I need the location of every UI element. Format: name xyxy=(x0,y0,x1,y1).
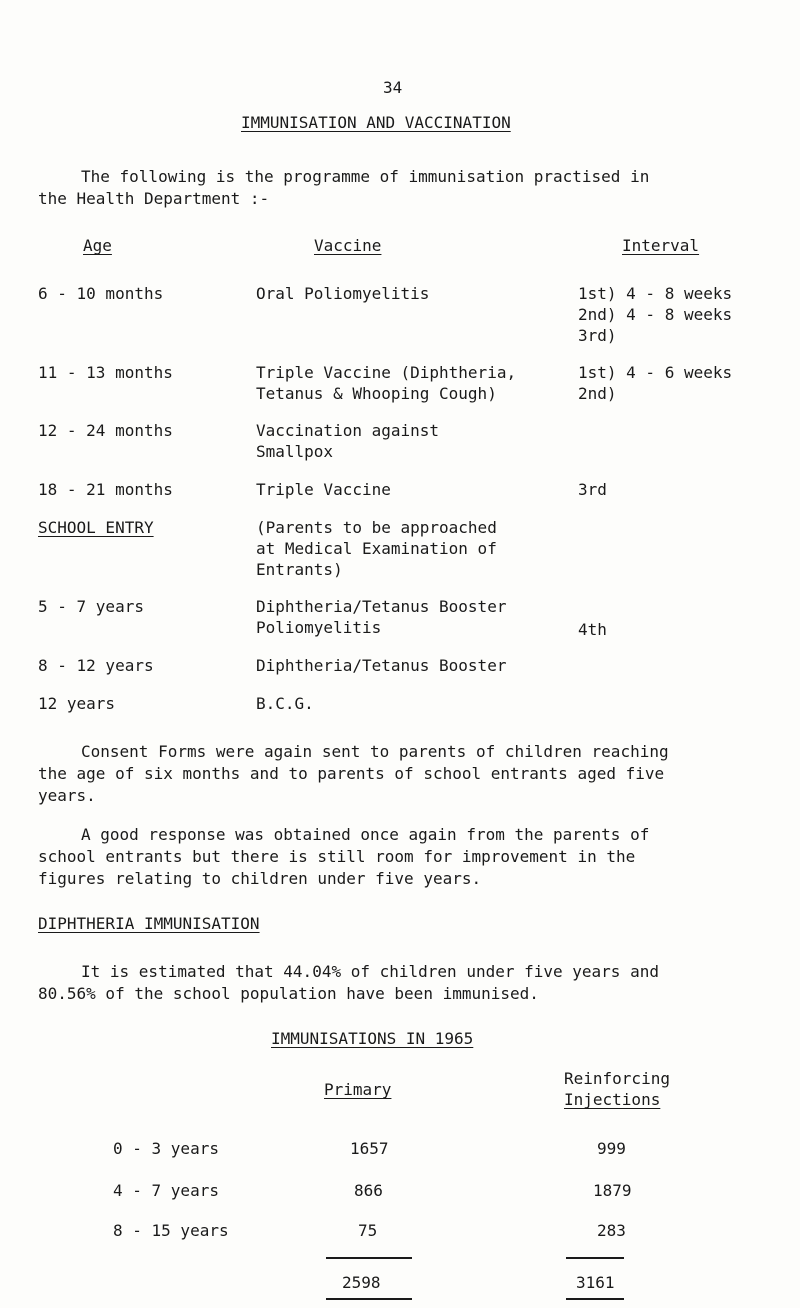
total-primary: 2598 xyxy=(342,1273,381,1292)
consent-paragraph-line: years. xyxy=(38,786,96,805)
programme-age: 12 - 24 months xyxy=(38,421,173,440)
stat-age: 0 - 3 years xyxy=(113,1139,219,1158)
consent-paragraph-line: Consent Forms were again sent to parents of children reaching xyxy=(81,742,669,761)
programme-interval: 1st) 4 - 8 weeks xyxy=(578,284,733,303)
consent-paragraph-line: the age of six months and to parents of school entrants aged five xyxy=(38,764,665,783)
stat-age: 8 - 15 years xyxy=(113,1221,229,1240)
response-paragraph-line: figures relating to children under five years. xyxy=(38,869,482,888)
stat-primary: 1657 xyxy=(350,1139,389,1158)
programme-vaccine: (Parents to be approached xyxy=(256,518,497,537)
programme-age: 18 - 21 months xyxy=(38,480,173,499)
header-vaccine: Vaccine xyxy=(314,236,382,255)
programme-vaccine: Vaccination against xyxy=(256,421,440,440)
immunisations-heading: IMMUNISATIONS IN 1965 xyxy=(271,1029,474,1048)
programme-vaccine: B.C.G. xyxy=(256,694,314,713)
programme-vaccine: Poliomyelitis xyxy=(256,618,382,637)
programme-vaccine: Triple Vaccine xyxy=(256,480,391,499)
programme-interval: 2nd) 4 - 8 weeks xyxy=(578,305,733,324)
programme-age: 8 - 12 years xyxy=(38,656,154,675)
stat-primary: 75 xyxy=(358,1221,378,1240)
page-title: IMMUNISATION AND VACCINATION xyxy=(241,113,511,132)
programme-interval: 3rd xyxy=(578,480,607,499)
programme-vaccine: Entrants) xyxy=(256,560,343,579)
total-rule-bottom xyxy=(566,1298,624,1300)
total-reinforcing: 3161 xyxy=(576,1273,615,1292)
diphtheria-text-line: It is estimated that 44.04% of children under five years and xyxy=(81,962,659,981)
programme-vaccine: at Medical Examination of xyxy=(256,539,497,558)
col-primary: Primary xyxy=(324,1080,392,1099)
intro-line-1: The following is the programme of immunisation practised in xyxy=(81,167,650,186)
header-age: Age xyxy=(83,236,112,255)
intro-line-2: the Health Department :- xyxy=(38,189,270,208)
programme-vaccine: Oral Poliomyelitis xyxy=(256,284,430,303)
programme-vaccine: Tetanus & Whooping Cough) xyxy=(256,384,497,403)
diphtheria-heading: DIPHTHERIA IMMUNISATION xyxy=(38,914,260,933)
total-rule-bottom xyxy=(326,1298,412,1300)
response-paragraph-line: A good response was obtained once again from the parents of xyxy=(81,825,650,844)
col-reinforcing: Reinforcing xyxy=(564,1069,670,1088)
total-rule-top xyxy=(566,1257,624,1259)
col-reinforcing: Injections xyxy=(564,1090,661,1109)
total-rule-top xyxy=(326,1257,412,1259)
page-number: 34 xyxy=(383,78,403,97)
programme-age: 11 - 13 months xyxy=(38,363,173,382)
programme-age: SCHOOL ENTRY xyxy=(38,518,154,537)
diphtheria-text-line: 80.56% of the school population have been immunised. xyxy=(38,984,539,1003)
programme-age: 5 - 7 years xyxy=(38,597,144,616)
programme-age: 6 - 10 months xyxy=(38,284,164,303)
programme-interval: 1st) 4 - 6 weeks xyxy=(578,363,733,382)
header-interval: Interval xyxy=(622,236,700,255)
stat-reinforcing: 283 xyxy=(597,1221,626,1240)
programme-age: 12 years xyxy=(38,694,116,713)
programme-vaccine: Triple Vaccine (Diphtheria, xyxy=(256,363,517,382)
programme-vaccine: Smallpox xyxy=(256,442,334,461)
stat-reinforcing: 1879 xyxy=(593,1181,632,1200)
programme-interval: 4th xyxy=(578,620,607,639)
stat-age: 4 - 7 years xyxy=(113,1181,219,1200)
stat-reinforcing: 999 xyxy=(597,1139,626,1158)
response-paragraph-line: school entrants but there is still room for improvement in the xyxy=(38,847,636,866)
programme-vaccine: Diphtheria/Tetanus Booster xyxy=(256,597,507,616)
programme-interval: 2nd) xyxy=(578,384,617,403)
programme-vaccine: Diphtheria/Tetanus Booster xyxy=(256,656,507,675)
programme-interval: 3rd) xyxy=(578,326,617,345)
stat-primary: 866 xyxy=(354,1181,383,1200)
